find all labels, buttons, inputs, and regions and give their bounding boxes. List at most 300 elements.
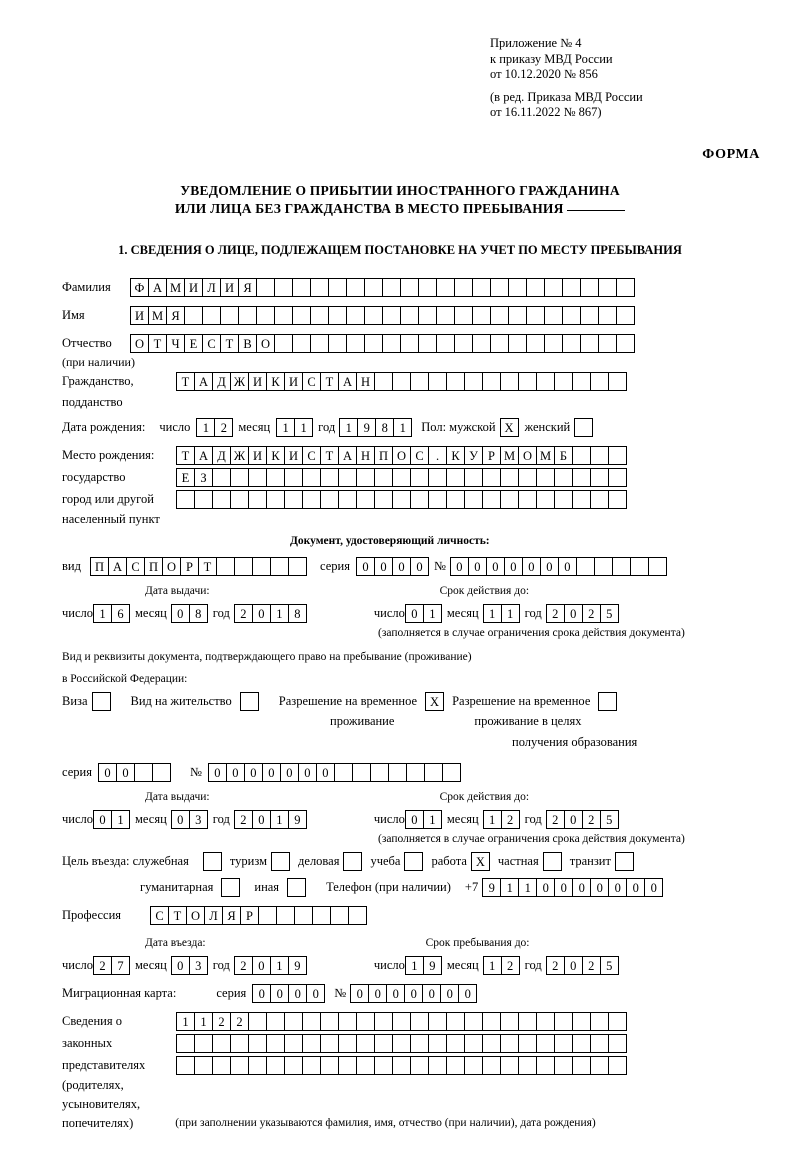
cell[interactable] — [346, 278, 365, 297]
purpose-transit-checkbox[interactable] — [615, 852, 634, 871]
cell[interactable] — [554, 1034, 573, 1053]
cell[interactable]: Р — [180, 557, 199, 576]
cell[interactable]: 0 — [368, 984, 387, 1003]
cell[interactable] — [446, 1056, 465, 1075]
cell[interactable]: 1 — [270, 810, 289, 829]
cell[interactable]: 0 — [626, 878, 645, 897]
cell[interactable] — [284, 490, 303, 509]
cell[interactable] — [392, 372, 411, 391]
cell[interactable] — [320, 1056, 339, 1075]
cell[interactable] — [258, 906, 277, 925]
cell[interactable]: 1 — [276, 418, 295, 437]
cell[interactable] — [382, 334, 401, 353]
cell[interactable]: 0 — [244, 763, 263, 782]
cell[interactable] — [410, 372, 429, 391]
doc-issue-year-cells[interactable] — [234, 604, 306, 623]
cell[interactable]: 2 — [230, 1012, 249, 1031]
cell[interactable] — [518, 490, 537, 509]
cell[interactable]: А — [194, 372, 213, 391]
cell[interactable]: Т — [320, 446, 339, 465]
cell[interactable] — [338, 1012, 357, 1031]
cell[interactable] — [576, 557, 595, 576]
cell[interactable] — [400, 334, 419, 353]
cell[interactable] — [572, 1056, 591, 1075]
cell[interactable]: Ж — [230, 446, 249, 465]
cell[interactable]: Л — [204, 906, 223, 925]
cell[interactable]: 5 — [600, 604, 619, 623]
cell[interactable]: П — [374, 446, 393, 465]
cell[interactable] — [428, 372, 447, 391]
cell[interactable] — [410, 1056, 429, 1075]
cell[interactable] — [536, 372, 555, 391]
cell[interactable] — [508, 306, 527, 325]
cell[interactable]: 2 — [546, 956, 565, 975]
cell[interactable] — [598, 306, 617, 325]
cell[interactable] — [590, 446, 609, 465]
cell[interactable]: 0 — [608, 878, 627, 897]
cell[interactable]: 1 — [339, 418, 358, 437]
cell[interactable]: 2 — [212, 1012, 231, 1031]
birthplace-cells-1a[interactable] — [176, 446, 374, 465]
cell[interactable]: 0 — [280, 763, 299, 782]
cell[interactable] — [616, 306, 635, 325]
cell[interactable] — [274, 306, 293, 325]
cell[interactable]: 1 — [501, 604, 520, 623]
cell[interactable] — [302, 1012, 321, 1031]
cell[interactable] — [446, 468, 465, 487]
cell[interactable]: О — [518, 446, 537, 465]
cell[interactable]: К — [446, 446, 465, 465]
cell[interactable]: И — [220, 278, 239, 297]
cell[interactable] — [338, 468, 357, 487]
cell[interactable]: М — [148, 306, 167, 325]
cell[interactable]: С — [302, 446, 321, 465]
cell[interactable]: 5 — [600, 956, 619, 975]
cell[interactable]: К — [266, 446, 285, 465]
cell[interactable]: 3 — [189, 810, 208, 829]
cell[interactable] — [356, 468, 375, 487]
cell[interactable]: 9 — [357, 418, 376, 437]
purpose-humanitarian-checkbox[interactable] — [221, 878, 240, 897]
cell[interactable] — [212, 468, 231, 487]
cell[interactable] — [310, 334, 329, 353]
cell[interactable] — [274, 334, 293, 353]
cell[interactable] — [302, 1034, 321, 1053]
cell[interactable]: 0 — [440, 984, 459, 1003]
cell[interactable] — [230, 468, 249, 487]
cell[interactable]: 0 — [404, 984, 423, 1003]
cell[interactable] — [464, 1056, 483, 1075]
sex-male-checkbox[interactable]: Х — [500, 418, 519, 437]
entry-day-cells[interactable] — [93, 956, 129, 975]
cell[interactable] — [320, 468, 339, 487]
cell[interactable] — [526, 334, 545, 353]
cell[interactable] — [428, 468, 447, 487]
birthplace-cells-3[interactable] — [176, 490, 626, 509]
doc-series-cells[interactable] — [356, 557, 428, 576]
cell[interactable]: Ч — [166, 334, 185, 353]
cell[interactable] — [612, 557, 631, 576]
cell[interactable] — [256, 306, 275, 325]
cell[interactable] — [490, 306, 509, 325]
cell[interactable]: 0 — [536, 878, 555, 897]
cell[interactable] — [500, 1034, 519, 1053]
cell[interactable] — [212, 490, 231, 509]
cell[interactable]: С — [126, 557, 145, 576]
cell[interactable]: М — [536, 446, 555, 465]
cell[interactable] — [348, 906, 367, 925]
doc-valid-day-cells[interactable] — [405, 604, 441, 623]
cell[interactable] — [338, 1034, 357, 1053]
cell[interactable] — [446, 1034, 465, 1053]
cell[interactable] — [248, 490, 267, 509]
cell[interactable] — [370, 763, 389, 782]
cell[interactable]: 0 — [252, 810, 271, 829]
cell[interactable] — [590, 372, 609, 391]
cell[interactable]: О — [130, 334, 149, 353]
cell[interactable] — [608, 1056, 627, 1075]
cell[interactable] — [500, 468, 519, 487]
cell[interactable] — [562, 278, 581, 297]
cell[interactable]: 0 — [564, 604, 583, 623]
cell[interactable]: 9 — [288, 956, 307, 975]
cell[interactable] — [572, 372, 591, 391]
cell[interactable] — [194, 1056, 213, 1075]
cell[interactable] — [320, 1034, 339, 1053]
purpose-service-checkbox[interactable] — [203, 852, 222, 871]
cell[interactable]: 2 — [582, 810, 601, 829]
permit-valid-year-cells[interactable] — [546, 810, 618, 829]
cell[interactable] — [464, 1012, 483, 1031]
cell[interactable] — [230, 1034, 249, 1053]
cell[interactable]: 0 — [171, 956, 190, 975]
cell[interactable] — [270, 557, 289, 576]
cell[interactable] — [374, 1056, 393, 1075]
cell[interactable]: А — [194, 446, 213, 465]
cell[interactable]: М — [500, 446, 519, 465]
cell[interactable] — [248, 1056, 267, 1075]
cell[interactable]: Р — [240, 906, 259, 925]
cell[interactable] — [388, 763, 407, 782]
permit-valid-day-cells[interactable] — [405, 810, 441, 829]
cell[interactable] — [608, 1034, 627, 1053]
cell[interactable]: 1 — [270, 956, 289, 975]
edu-residence-checkbox[interactable] — [598, 692, 617, 711]
cell[interactable]: А — [338, 446, 357, 465]
cell[interactable] — [364, 334, 383, 353]
cell[interactable] — [536, 490, 555, 509]
cell[interactable] — [230, 490, 249, 509]
cell[interactable]: И — [284, 372, 303, 391]
cell[interactable] — [598, 278, 617, 297]
cell[interactable]: 0 — [644, 878, 663, 897]
cell[interactable] — [284, 1056, 303, 1075]
cell[interactable] — [572, 490, 591, 509]
cell[interactable]: 0 — [504, 557, 523, 576]
stay-month-cells[interactable] — [483, 956, 519, 975]
cell[interactable] — [356, 490, 375, 509]
surname-cells[interactable] — [130, 278, 634, 297]
cell[interactable]: 2 — [546, 604, 565, 623]
cell[interactable] — [442, 763, 461, 782]
cell[interactable] — [608, 446, 627, 465]
cell[interactable] — [392, 490, 411, 509]
cell[interactable] — [590, 1034, 609, 1053]
cell[interactable]: И — [130, 306, 149, 325]
cell[interactable]: 0 — [98, 763, 117, 782]
doc-issue-month-cells[interactable] — [171, 604, 207, 623]
cell[interactable]: 0 — [458, 984, 477, 1003]
cell[interactable] — [500, 1056, 519, 1075]
cell[interactable] — [608, 468, 627, 487]
cell[interactable] — [544, 306, 563, 325]
cell[interactable] — [554, 372, 573, 391]
cell[interactable]: 0 — [262, 763, 281, 782]
cell[interactable] — [392, 468, 411, 487]
permit-issue-month-cells[interactable] — [171, 810, 207, 829]
cell[interactable] — [526, 278, 545, 297]
cell[interactable]: 1 — [483, 604, 502, 623]
cell[interactable] — [544, 278, 563, 297]
cell[interactable] — [648, 557, 667, 576]
cell[interactable]: 0 — [450, 557, 469, 576]
doc-valid-year-cells[interactable] — [546, 604, 618, 623]
cell[interactable] — [482, 490, 501, 509]
cell[interactable]: Т — [148, 334, 167, 353]
cell[interactable] — [490, 278, 509, 297]
legal-rep-cells-1[interactable] — [176, 1012, 626, 1031]
cell[interactable] — [454, 334, 473, 353]
cell[interactable] — [424, 763, 443, 782]
cell[interactable]: 2 — [214, 418, 233, 437]
visa-checkbox[interactable] — [92, 692, 111, 711]
cell[interactable]: 1 — [270, 604, 289, 623]
cell[interactable] — [446, 490, 465, 509]
cell[interactable] — [356, 1056, 375, 1075]
birth-month-cells[interactable] — [276, 418, 312, 437]
cell[interactable]: С — [202, 334, 221, 353]
cell[interactable] — [554, 1012, 573, 1031]
cell[interactable]: К — [266, 372, 285, 391]
cell[interactable]: 0 — [316, 763, 335, 782]
cell[interactable] — [608, 490, 627, 509]
cell[interactable]: И — [184, 278, 203, 297]
patronymic-cells[interactable] — [130, 334, 634, 353]
cell[interactable]: 0 — [422, 984, 441, 1003]
cell[interactable]: 1 — [423, 810, 442, 829]
cell[interactable]: И — [248, 372, 267, 391]
phone-cells[interactable] — [482, 878, 662, 897]
cell[interactable]: Д — [212, 372, 231, 391]
doc-issue-day-cells[interactable] — [93, 604, 129, 623]
cell[interactable]: 0 — [410, 557, 429, 576]
cell[interactable] — [410, 1012, 429, 1031]
cell[interactable]: . — [428, 446, 447, 465]
cell[interactable] — [446, 372, 465, 391]
cell[interactable] — [436, 278, 455, 297]
cell[interactable] — [266, 490, 285, 509]
cell[interactable] — [288, 557, 307, 576]
cell[interactable]: 5 — [600, 810, 619, 829]
cell[interactable]: 0 — [572, 878, 591, 897]
cell[interactable] — [616, 334, 635, 353]
purpose-tourism-checkbox[interactable] — [271, 852, 290, 871]
cell[interactable] — [238, 306, 257, 325]
cell[interactable] — [374, 468, 393, 487]
cell[interactable]: 0 — [540, 557, 559, 576]
cell[interactable] — [302, 490, 321, 509]
cell[interactable] — [630, 557, 649, 576]
cell[interactable] — [334, 763, 353, 782]
cell[interactable] — [302, 468, 321, 487]
cell[interactable] — [252, 557, 271, 576]
cell[interactable] — [346, 306, 365, 325]
cell[interactable]: 0 — [306, 984, 325, 1003]
cell[interactable] — [330, 906, 349, 925]
cell[interactable] — [500, 372, 519, 391]
cell[interactable] — [194, 1034, 213, 1053]
permit-issue-year-cells[interactable] — [234, 810, 306, 829]
cell[interactable] — [266, 1056, 285, 1075]
cell[interactable] — [234, 557, 253, 576]
cell[interactable] — [266, 1034, 285, 1053]
cell[interactable]: М — [166, 278, 185, 297]
cell[interactable]: Я — [222, 906, 241, 925]
cell[interactable]: 1 — [393, 418, 412, 437]
cell[interactable] — [230, 1056, 249, 1075]
cell[interactable] — [392, 1056, 411, 1075]
cell[interactable] — [338, 490, 357, 509]
cell[interactable]: А — [108, 557, 127, 576]
cell[interactable]: 0 — [93, 810, 112, 829]
migration-series-cells[interactable] — [252, 984, 324, 1003]
cell[interactable]: 2 — [234, 604, 253, 623]
cell[interactable] — [212, 1034, 231, 1053]
cell[interactable] — [374, 1034, 393, 1053]
cell[interactable]: 0 — [298, 763, 317, 782]
cell[interactable] — [276, 906, 295, 925]
cell[interactable]: 9 — [482, 878, 501, 897]
cell[interactable] — [472, 278, 491, 297]
birthplace-cells-1c[interactable] — [446, 446, 626, 465]
cell[interactable] — [392, 1012, 411, 1031]
cell[interactable] — [518, 468, 537, 487]
cell[interactable]: 1 — [294, 418, 313, 437]
cell[interactable]: 8 — [189, 604, 208, 623]
cell[interactable] — [500, 1012, 519, 1031]
stay-day-cells[interactable] — [405, 956, 441, 975]
cell[interactable] — [248, 468, 267, 487]
cell[interactable]: 2 — [234, 810, 253, 829]
birth-day-cells[interactable] — [196, 418, 232, 437]
cell[interactable] — [256, 278, 275, 297]
cell[interactable] — [274, 278, 293, 297]
migration-number-cells[interactable] — [350, 984, 476, 1003]
cell[interactable]: Е — [176, 468, 195, 487]
cell[interactable]: П — [90, 557, 109, 576]
cell[interactable] — [428, 1012, 447, 1031]
cell[interactable]: 9 — [423, 956, 442, 975]
cell[interactable] — [152, 763, 171, 782]
cell[interactable] — [544, 334, 563, 353]
cell[interactable] — [464, 468, 483, 487]
cell[interactable]: 3 — [189, 956, 208, 975]
cell[interactable] — [418, 306, 437, 325]
cell[interactable] — [248, 1012, 267, 1031]
cell[interactable] — [266, 1012, 285, 1031]
cell[interactable] — [436, 334, 455, 353]
birthplace-cells-2[interactable] — [176, 468, 626, 487]
cell[interactable] — [374, 372, 393, 391]
cell[interactable] — [392, 1034, 411, 1053]
cell[interactable]: 0 — [386, 984, 405, 1003]
cell[interactable]: О — [162, 557, 181, 576]
cell[interactable]: П — [144, 557, 163, 576]
cell[interactable]: 1 — [196, 418, 215, 437]
cell[interactable] — [482, 468, 501, 487]
name-cells[interactable] — [130, 306, 634, 325]
cell[interactable] — [590, 1012, 609, 1031]
cell[interactable]: 1 — [423, 604, 442, 623]
cell[interactable] — [580, 334, 599, 353]
cell[interactable] — [382, 306, 401, 325]
cell[interactable] — [598, 334, 617, 353]
temp-residence-checkbox[interactable]: Х — [425, 692, 444, 711]
cell[interactable]: 2 — [546, 810, 565, 829]
doc-valid-month-cells[interactable] — [483, 604, 519, 623]
cell[interactable]: Р — [482, 446, 501, 465]
cell[interactable] — [580, 278, 599, 297]
cell[interactable]: Я — [238, 278, 257, 297]
entry-year-cells[interactable] — [234, 956, 306, 975]
cell[interactable] — [328, 278, 347, 297]
cell[interactable]: 0 — [564, 810, 583, 829]
cell[interactable] — [572, 446, 591, 465]
cell[interactable] — [400, 278, 419, 297]
cell[interactable] — [310, 278, 329, 297]
cell[interactable]: Т — [220, 334, 239, 353]
cell[interactable] — [374, 490, 393, 509]
cell[interactable] — [176, 490, 195, 509]
cell[interactable] — [482, 1056, 501, 1075]
cell[interactable]: 9 — [288, 810, 307, 829]
cell[interactable]: 0 — [116, 763, 135, 782]
cell[interactable]: 2 — [501, 956, 520, 975]
cell[interactable]: Б — [554, 446, 573, 465]
cell[interactable]: 0 — [405, 810, 424, 829]
cell[interactable] — [428, 1034, 447, 1053]
cell[interactable] — [554, 468, 573, 487]
cell[interactable]: И — [248, 446, 267, 465]
cell[interactable]: С — [302, 372, 321, 391]
cell[interactable]: 1 — [500, 878, 519, 897]
cell[interactable] — [518, 1012, 537, 1031]
cell[interactable] — [590, 490, 609, 509]
cell[interactable] — [454, 306, 473, 325]
cell[interactable]: 0 — [558, 557, 577, 576]
cell[interactable] — [364, 278, 383, 297]
residence-permit-checkbox[interactable] — [240, 692, 259, 711]
purpose-private-checkbox[interactable] — [543, 852, 562, 871]
cell[interactable]: 0 — [392, 557, 411, 576]
birthplace-cells-1b[interactable] — [374, 446, 446, 465]
cell[interactable]: 0 — [486, 557, 505, 576]
cell[interactable] — [410, 468, 429, 487]
cell[interactable] — [176, 1056, 195, 1075]
cell[interactable]: Н — [356, 372, 375, 391]
cell[interactable]: 1 — [483, 956, 502, 975]
cell[interactable] — [428, 1056, 447, 1075]
